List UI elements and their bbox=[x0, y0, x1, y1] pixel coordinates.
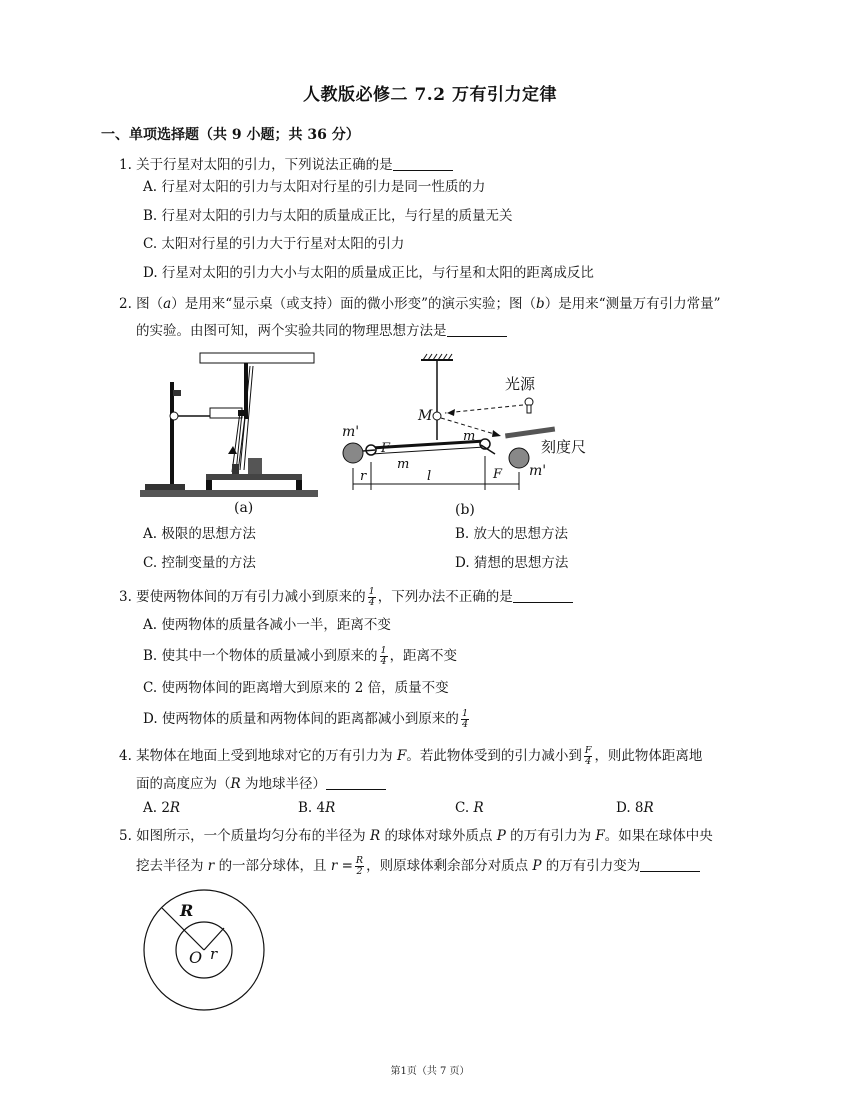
fraction-one-quarter: $\frac{1}{4}$ bbox=[461, 708, 468, 730]
figure-a-desk-deformation bbox=[140, 350, 320, 518]
question-4-option-c: C. R bbox=[455, 800, 484, 816]
question-2-option-b: B. 放大的思想方法 bbox=[455, 526, 569, 542]
svg-text:m: m bbox=[397, 457, 410, 472]
figure-b-label: (b) bbox=[455, 502, 475, 518]
question-3-option-b: B. 使其中一个物体的质量减小到原来的 $\frac{1}{4}$ ，距离不变 bbox=[143, 645, 458, 667]
question-4-stem-line-1: 4. 某物体在地面上受到地球对它的万有引力为 F。若此物体受到的引力减小到 $\frac{F}{4}$ ，则此物体距离地 bbox=[119, 745, 703, 767]
svg-text:m': m' bbox=[529, 463, 547, 479]
question-3-option-c: C. 使两物体间的距离增大到原来的 2 倍，质量不变 bbox=[143, 680, 449, 696]
question-2-option-a: A. 极限的思想方法 bbox=[143, 526, 256, 542]
question-3-option-d: D. 使两物体的质量和两物体间的距离都减小到原来的 $\frac{1}{4}$ bbox=[143, 708, 468, 730]
question-3-option-a: A. 使两物体的质量各减小一半，距离不变 bbox=[143, 617, 391, 633]
question-2-stem-line-1: 2. 图（a）是用来“显示桌（或支持）面的微小形变”的演示实验；图（b）是用来“测量万有引力常量” bbox=[119, 296, 721, 312]
question-2-stem-line-2: 的实验。由图可知，两个实验共同的物理思想方法是 bbox=[136, 320, 507, 342]
svg-text:m': m' bbox=[342, 424, 360, 440]
svg-text:F: F bbox=[381, 441, 391, 456]
question-4-stem-line-2: 面的高度应为（R 为地球半径） bbox=[136, 773, 386, 795]
question-3-stem: 3. 要使两物体间的万有引力减小到原来的 $\frac{1}{4}$ ，下列办法不正确的是 bbox=[119, 586, 573, 608]
answer-blank bbox=[326, 775, 386, 790]
question-1-option-a: A. 行星对太阳的引力与太阳对行星的引力是同一性质的力 bbox=[143, 179, 486, 195]
question-2-option-c: C. 控制变量的方法 bbox=[143, 555, 256, 571]
section-heading: 一、单项选择题（共 9 小题；共 36 分） bbox=[101, 127, 360, 143]
svg-text:r: r bbox=[360, 469, 367, 484]
question-2-option-d: D. 猜想的思想方法 bbox=[455, 555, 569, 571]
answer-blank bbox=[513, 588, 573, 603]
svg-text:M: M bbox=[418, 408, 433, 424]
question-5-stem-line-1: 5. 如图所示，一个质量均匀分布的半径为 R 的球体对球外质点 P 的万有引力为 F。如果在球体中央 bbox=[119, 828, 713, 844]
svg-text:F: F bbox=[493, 467, 503, 482]
svg-text:r: r bbox=[210, 945, 218, 963]
svg-text:刻度尺: 刻度尺 bbox=[541, 438, 587, 456]
question-5-stem-line-2: 挖去半径为 r 的一部分球体，且 r = $\frac{R}{2}$ ，则原球体剩余部分对质点 P 的万有引力变为 bbox=[136, 855, 700, 877]
question-1-option-c: C. 太阳对行星的引力大于行星对太阳的引力 bbox=[143, 236, 405, 252]
fraction-one-quarter: $\frac{1}{4}$ bbox=[368, 586, 375, 608]
svg-text:m: m bbox=[463, 429, 476, 444]
question-1-stem: 1. 关于行星对太阳的引力，下列说法正确的是 bbox=[119, 154, 453, 176]
question-4-option-b: B. 4R bbox=[298, 800, 336, 816]
answer-blank bbox=[640, 857, 700, 872]
svg-text:O: O bbox=[189, 948, 203, 967]
svg-text:R: R bbox=[180, 901, 194, 920]
answer-blank bbox=[393, 156, 453, 171]
question-4-option-d: D. 8R bbox=[616, 800, 654, 816]
question-1-option-d: D. 行星对太阳的引力大小与太阳的质量成正比，与行星和太阳的距离成反比 bbox=[143, 265, 594, 281]
answer-blank bbox=[447, 322, 507, 337]
svg-text:l: l bbox=[427, 469, 432, 484]
page-title: 人教版必修二 7.2 万有引力定律 bbox=[303, 85, 557, 105]
page-footer: 第1页（共 7 页） bbox=[390, 1066, 470, 1077]
figure-q5-hollow-sphere bbox=[140, 886, 270, 1016]
question-4-option-a: A. 2R bbox=[143, 800, 181, 816]
question-1-option-b: B. 行星对太阳的引力与太阳的质量成正比，与行星的质量无关 bbox=[143, 208, 513, 224]
fraction-r-half: $\frac{R}{2}$ bbox=[355, 855, 364, 877]
figure-a-label: (a) bbox=[234, 500, 254, 516]
fraction-one-quarter: $\frac{1}{4}$ bbox=[380, 645, 387, 667]
figure-b-torsion-balance bbox=[335, 350, 610, 518]
svg-text:光源: 光源 bbox=[505, 375, 536, 393]
fraction-f-quarter: $\frac{F}{4}$ bbox=[584, 745, 592, 767]
